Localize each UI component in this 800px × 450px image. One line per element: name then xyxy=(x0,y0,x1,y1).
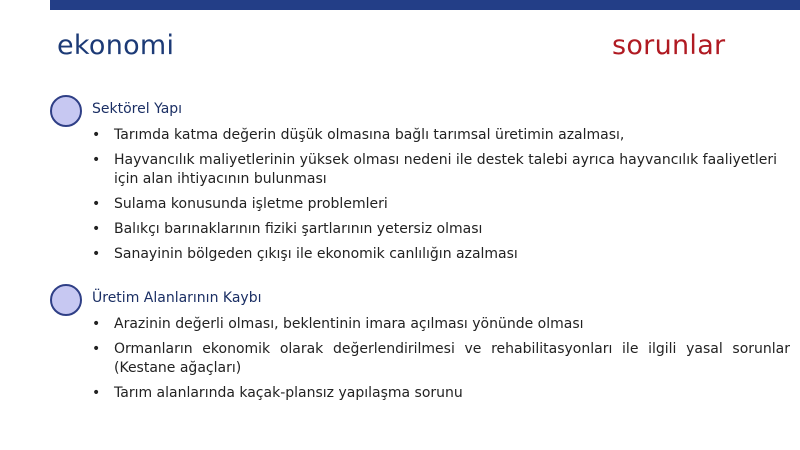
list-item xyxy=(90,195,790,214)
list-item-text: Tarımda katma değerin düşük olmasına bağlı tarımsal üretimin azalması, xyxy=(114,127,625,143)
list-item xyxy=(90,384,790,403)
bullet-icon: • xyxy=(92,152,101,168)
list-item-text: Sanayinin bölgeden çıkışı ile ekonomik canlılığın azalması xyxy=(114,246,518,262)
list-item xyxy=(90,126,790,145)
list-item xyxy=(90,245,790,264)
section-heading-uretim-alanlarinin-kaybi: Üretim Alanlarının Kaybı xyxy=(92,290,262,306)
bullet-icon: • xyxy=(92,316,101,332)
section-circle-icon xyxy=(50,284,82,316)
top-accent-bar xyxy=(50,0,800,10)
list-item-text: Ormanların ekonomik olarak değerlendirilmesi ve rehabilitasyonları ile ilgili yasal sorunlar (Kestane ağaçları) xyxy=(114,341,790,376)
bullet-icon: • xyxy=(92,127,101,143)
bullet-icon: • xyxy=(92,341,101,357)
slide-title-left: ekonomi xyxy=(57,30,175,61)
bullet-icon: • xyxy=(92,221,101,237)
bullet-list-sektorel-yapi xyxy=(90,126,790,270)
list-item xyxy=(90,340,790,378)
bullet-icon: • xyxy=(92,385,101,401)
bullet-icon: • xyxy=(92,196,101,212)
list-item-text: Hayvancılık maliyetlerinin yüksek olması nedeni ile destek talebi ayrıca hayvancılık faaliyetleri için alan ihtiyacının bulunması xyxy=(114,152,778,187)
bullet-list-uretim-alanlari xyxy=(90,315,790,409)
slide-title-right: sorunlar xyxy=(612,30,726,61)
list-item-text: Sulama konusunda işletme problemleri xyxy=(114,196,388,212)
list-item xyxy=(90,151,790,189)
section-circle-icon xyxy=(50,95,82,127)
list-item-text: Balıkçı barınaklarının fiziki şartlarının yetersiz olması xyxy=(114,221,483,237)
bullet-icon: • xyxy=(92,246,101,262)
list-item xyxy=(90,315,790,334)
section-heading-sektorel-yapi: Sektörel Yapı xyxy=(92,101,183,117)
list-item xyxy=(90,220,790,239)
list-item-text: Arazinin değerli olması, beklentinin imara açılması yönünde olması xyxy=(114,316,584,332)
list-item-text: Tarım alanlarında kaçak-plansız yapılaşma sorunu xyxy=(114,385,463,401)
